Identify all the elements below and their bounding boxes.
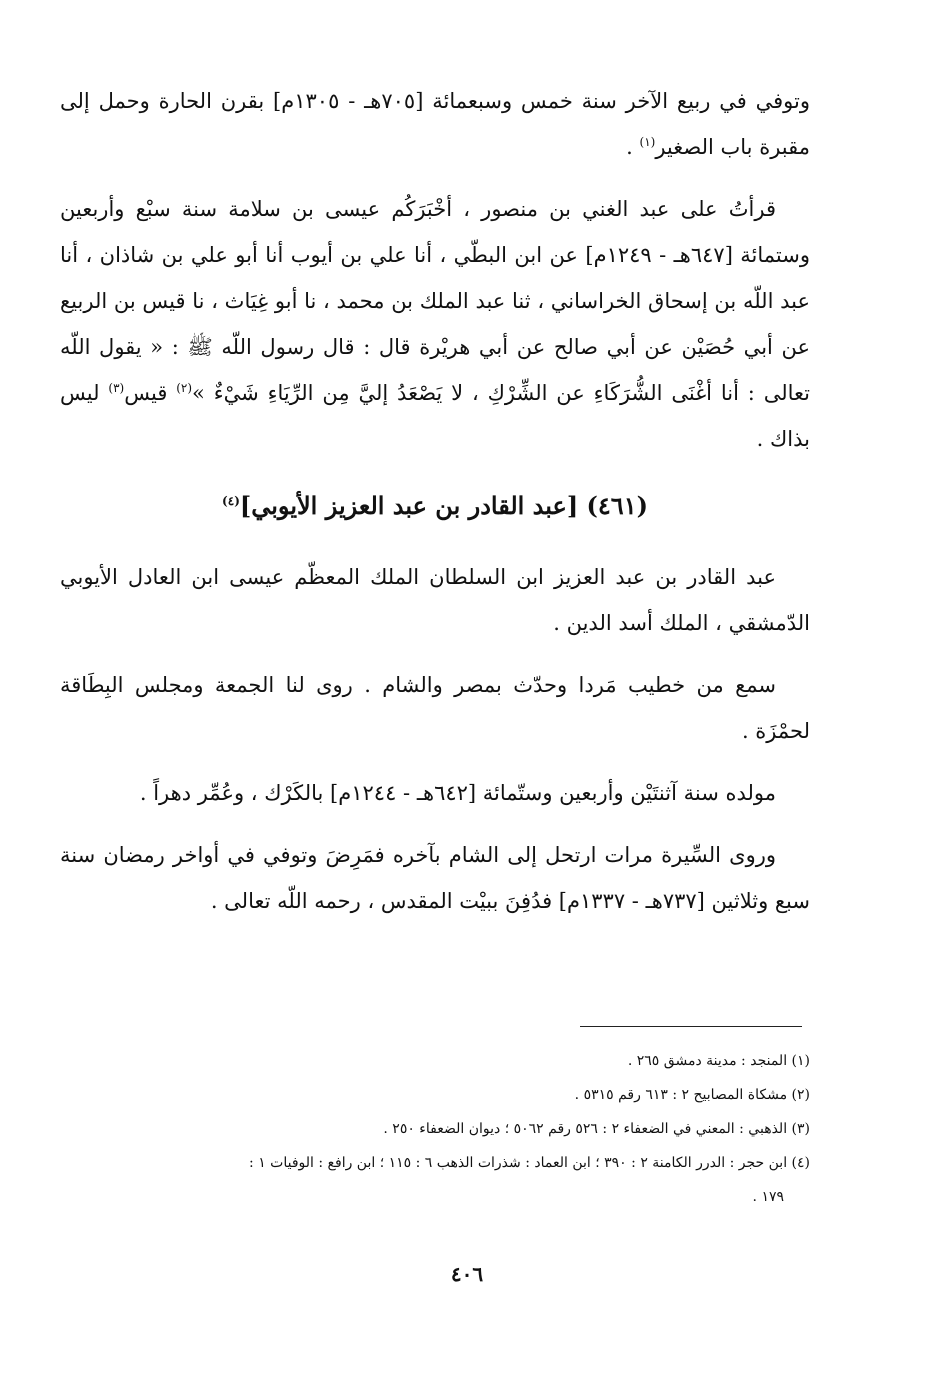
heading-text: (٤٦١) [عبد القادر بن عبد العزيز الأيوبي]	[239, 491, 648, 520]
paragraph-birth: مولده سنة آثنتَيْن وأربعين وستّمائة [٦٤٢هـ - ١٢٤٤م] بالكَرْك ، وعُمِّر دهراً .	[139, 781, 776, 805]
paragraph-hadith	[60, 186, 810, 462]
paragraph-text: وتوفي في ربيع الآخر سنة خمس وسبعمائة [٧٠٥هـ - ١٣٠٥م] بقرن الحارة وحمل إلى مقبرة باب الصغير	[60, 89, 810, 159]
paragraph-death-note	[60, 78, 810, 170]
footnote-4-text: (٤) ابن حجر : الدرر الكامنة ٢ : ٣٩٠ ؛ ابن العماد : شذرات الذهب ٦ : ١١٥ ؛ ابن رافع : الوفيات ١ :	[249, 1155, 810, 1171]
footnote-3: (٣) الذهبي : المعني في الضعفاء ٢ : ٥٢٦ رقم ٥٠٦٢ ؛ ديوان الضعفاء ٢٥٠ .	[383, 1121, 810, 1137]
entry-heading	[60, 484, 810, 528]
footnote-2: (٢) مشكاة المصابيح ٢ : ٦١٣ رقم ٥٣١٥ .	[574, 1087, 810, 1103]
paragraph-tail: .	[626, 135, 640, 159]
paragraph-tail: ليس بذاك .	[60, 381, 810, 451]
page-number: ٤٠٦	[450, 1262, 484, 1286]
footnote-divider	[580, 1026, 802, 1027]
paragraph-death: وروى السِّيرة مرات ارتحل إلى الشام بآخره فمَرِضَ وتوفي في أواخر رمضان سنة سبع وثلاثين [٧٣٧هـ - ١٣٣٧م] فدُفِنَ ببيْت المقدس ، رحمه اللّه تعالى .	[60, 843, 810, 913]
footnotes	[40, 1044, 810, 1214]
main-text	[60, 78, 810, 940]
footnote-marker: (٣)	[108, 381, 125, 395]
paragraph-lineage: عبد القادر بن عبد العزيز ابن السلطان الملك المعظّم عيسى ابن العادل الأيوبي الدّمشقي ، الملك أسد الدين .	[60, 565, 810, 635]
paragraph-text: قرأتُ على عبد الغني بن منصور ، أخْبَرَكُم عيسى بن سلامة سنة سبْع وأربعين وستمائة [٦٤٧هـ - ١٢٤٩م] عن ابن البطّي ، أنا علي بن أيوب أنا أبو علي بن شاذان ، أنا عبد اللّه بن إسحاق الخراساني ، ثنا عبد الملك بن محمد ، نا أبو غِيَاث ، نا قيس بن الربيع عن أبي حُصَيْن عن أبي صالح عن أبي هريْرة قال : قال رسول اللّه ﷺ : « يقول اللّه تعالى : أنا أغْنَى الشُّرَكَاءِ عن الشِّرْكِ ، لا يَصْعَدُ إليَّ مِن الرِّيَاءِ شَيْءٌ »	[60, 197, 811, 405]
footnote-4	[40, 1146, 810, 1214]
footnote-marker: (١)	[639, 135, 656, 149]
paragraph-teachers: سمع من خطيب مَردا وحدّث بمصر والشام . روى لنا الجمعة ومجلس البِطَاقة لحمْزَة .	[60, 673, 810, 743]
footnote-marker: (٢)	[176, 381, 193, 395]
paragraph-mid: قيس	[124, 381, 177, 405]
footnote-marker: (٤)	[222, 494, 240, 508]
footnote-4-continuation: ١٧٩ .	[752, 1189, 784, 1205]
footnote-1: (١) المنجد : مدينة دمشق ٢٦٥ .	[627, 1053, 810, 1069]
